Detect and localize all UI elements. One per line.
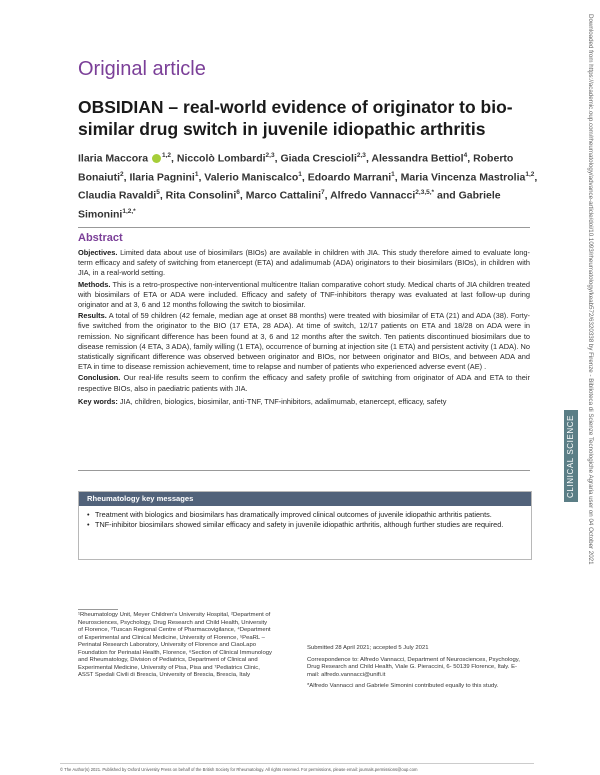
correspondence: Correspondence to: Alfredo Vannacci, Department of Neurosciences, Psychology, Drug Research and Child Health, Viale G. Pieraccini, 6- 50139 Florence, Italy. E-mail: alfredo.vannacci@unifi.it bbox=[307, 656, 520, 678]
author-affiliation-marker: 1,2 bbox=[525, 170, 535, 178]
author-name: Alfredo Vannacci bbox=[330, 189, 416, 202]
author-name: Alessandra Bettiol bbox=[371, 152, 464, 165]
article-type-label: Original article bbox=[78, 58, 206, 80]
author-name: Maria Vincenza Mastrolia bbox=[400, 171, 526, 183]
author-affiliation-marker: 1,2,* bbox=[122, 207, 136, 215]
correspondence-block bbox=[307, 645, 529, 695]
orcid-icon[interactable] bbox=[152, 154, 161, 163]
author-affiliation-marker: 2,3 bbox=[265, 152, 275, 159]
abstract-objectives: Objectives. Limited data about use of biosimilars (BIOs) are available in children with JIA. This study therefore aimed to evaluate long-term efficacy and safety of switching from etanercept (ETA) and adalimumab (ADA) originators to their biosimilars (BIOs), in children with JIA, in a real-world setting. bbox=[78, 248, 530, 278]
key-message-item: • Treatment with biologics and biosimilars has dramatically improved clinical outcomes of juvenile idiopathic arthritis patients. bbox=[95, 510, 525, 520]
equal-contribution-note: *Alfredo Vannacci and Gabriele Simonini contributed equally to this study. bbox=[307, 683, 499, 689]
author-name: Giada Crescioli bbox=[280, 152, 357, 165]
author-affiliation-marker: 7 bbox=[321, 189, 325, 196]
download-notice: Downloaded from https://academic.oup.com/rheumatology/advance-article/doi/10.1093/rheumatology/keab572/6320338 by Firenze - Biblioteca di Scienze Tecnologiche Agraria user on 04 October 2021 bbox=[587, 14, 594, 565]
author-affiliation-marker: 2,3,5,* bbox=[415, 189, 435, 196]
author-affiliation-marker: 2 bbox=[120, 170, 124, 178]
author-name: Claudia Ravaldi bbox=[78, 189, 157, 202]
abstract-conclusion: Conclusion. Our real-life results seem to confirm the efficacy and safety profile of switching from originator of ADA and ETA to their respective BIOs, also in paediatric patients with JIA. bbox=[78, 373, 530, 393]
abstract-methods: Methods. This is a retro-prospective non-interventional multicentre Italian comparative cohort study. Medical charts of JIA children treated with biosimilars of ETA or ADA were included. Efficacy and safety of TNF-inhibitors therapy was evaluated at last follow-up during originator and at 3, 6 and 12 months following the switch to biosimilar. bbox=[78, 279, 530, 310]
author-name: Roberto Bonaiuti bbox=[78, 152, 514, 183]
divider bbox=[78, 470, 530, 471]
author-name: Edoardo Marrani bbox=[307, 171, 392, 183]
copyright-footer: © The Author(s) 2021. Published by Oxford University Press on behalf of the British Society for Rheumatology. All rights reserved. For permissions, please email: journals.permissions@oup.com bbox=[60, 767, 418, 772]
author-affiliation-marker: 1 bbox=[391, 170, 395, 178]
abstract-results: Results. A total of 59 children (42 female, median age at onset 88 months) were treated with biosimilar of ETA (21) and ADA (38). Forty-five switched from the originator to the BIO (17 ETA, 28 ADA). At time of switch, 12/17 patients on ETA and 18/28 on ADA were in remission. No significant difference has been found at 3, 6 and 12 months after the switch. Ten patients discontinued biosimilars due to disease remission (4 ETA, 3 ADA), family willing (1 ETA), occurrence of burning at injection site (1 ETA) and persistent activity (1 ADA). No statistically significant difference was observed between originator and BIOs, nor between originator and BIOs, and between ADA and ETA in time to disease remission achievement, time to relapse and number of patients who experienced adverse event (AE) . bbox=[78, 311, 530, 372]
author-affiliation-marker: 1,2 bbox=[161, 152, 172, 159]
author-name: Marco Cattalini bbox=[245, 189, 321, 202]
divider bbox=[78, 609, 118, 610]
author-affiliation-marker: 2,3 bbox=[356, 152, 366, 159]
author-affiliation-marker: 6 bbox=[236, 189, 240, 196]
divider bbox=[60, 763, 534, 764]
clinical-science-tab: CLINICAL SCIENCE bbox=[564, 410, 578, 502]
affiliations: ¹Rheumatology Unit, Meyer Children's University Hospital, ²Department of Neurosciences, Psychology, Drug Research and Child Health, University of Florence, ³Tuscan Regional Centre of Pharmacovigilance, ⁴Department of Experimental and Clinical Medicine, University of Florence, ⁵PeaRL – Perinatal Research Laboratory, University of Florence and CiaoLapo Foundation for Perinatal Health, Florence, ⁶Section of Clinical Immunology and Rheumatology, Division of Pediatrics, Department of Clinical and Experimental Medicine, University of Pisa, Pisa and ⁷Pediatrics Clinic, ASST Spedali Civili di Brescia, University of Brescia, Brescia, Italy bbox=[78, 612, 272, 678]
abstract-body bbox=[78, 248, 530, 408]
author-name: Ilaria Pagnini bbox=[129, 171, 195, 183]
article-title: OBSIDIAN – real-world evidence of originator to bio-similar drug switch in juvenile idiopathic arthritis bbox=[78, 97, 513, 139]
author-affiliation-marker: 1 bbox=[298, 170, 302, 178]
key-messages-heading: Rheumatology key messages bbox=[79, 492, 531, 506]
abstract-heading: Abstract bbox=[78, 232, 123, 244]
author-list: Ilaria Maccora $^{1,2}$, Niccolò Lombardi$^{2,3}$, Giada Crescioli$^{2,3}$, Alessandra Bettiol$^4$, Roberto Bonaiuti$^2$, Ilaria Pagnini$^1$, Valerio Maniscalco$^1$, Edoardo Marrani$^1$, Maria Vincenza Mastrolia$^{1,2}$, Claudia Ravaldi$^5$, Rita Consolini$^6$, Marco Cattalini$^7$, Alfredo Vannacci$^{2,3,5,*}$ and Gabriele Simonini$^{1,2,*}$ bbox=[78, 152, 538, 220]
author-name: Valerio Maniscalco bbox=[204, 171, 299, 183]
key-message-item: • TNF-inhibitor biosimilars showed similar efficacy and safety in juvenile idiopathic arthritis, although further studies are required. bbox=[95, 520, 525, 530]
keywords: Key words: JIA, children, biologics, biosimilar, anti-TNF, TNF-inhibitors, adalimumab, etanercept, efficacy, safety bbox=[78, 396, 447, 406]
author-affiliation-marker: 5 bbox=[156, 189, 160, 196]
author-name: Rita Consolini bbox=[165, 189, 237, 202]
key-messages-box bbox=[78, 491, 532, 560]
author-affiliation-marker: 4 bbox=[463, 152, 468, 159]
author-name: Niccolò Lombardi bbox=[176, 152, 266, 165]
divider bbox=[78, 227, 530, 228]
author-name: Gabriele Simonini bbox=[78, 189, 501, 220]
author-name: Ilaria Maccora bbox=[78, 152, 149, 165]
author-affiliation-marker: 1 bbox=[194, 170, 199, 178]
submission-dates: Submitted 28 April 2021; accepted 5 July 2021 bbox=[307, 645, 429, 651]
